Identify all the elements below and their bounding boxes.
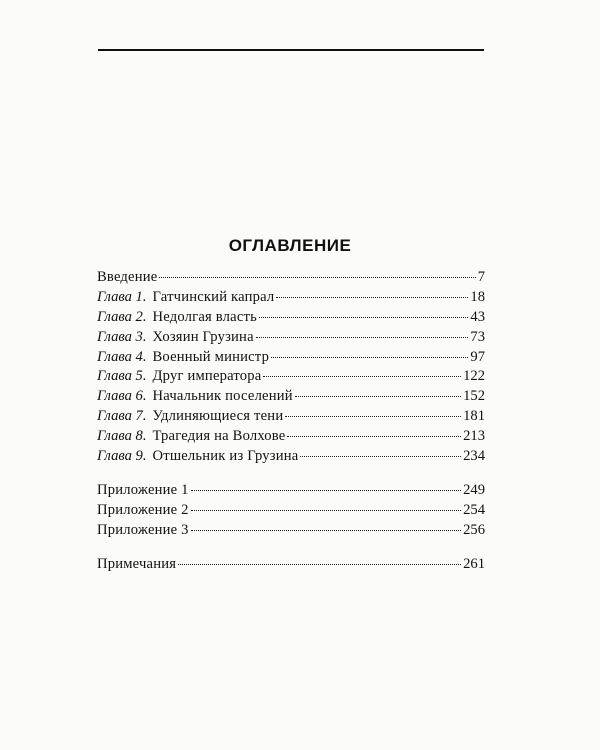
chapter-prefix: Глава 5. bbox=[97, 368, 147, 385]
toc-entry-title: Недолгая власть bbox=[152, 308, 257, 325]
section-gap bbox=[97, 542, 485, 556]
toc-entry-title: Гатчинский капрал bbox=[152, 288, 275, 305]
toc-entry-page: 254 bbox=[463, 501, 485, 518]
toc-entry-title: Приложение 2 bbox=[97, 501, 189, 518]
top-rule bbox=[98, 49, 484, 51]
toc-entry-page: 152 bbox=[463, 388, 485, 405]
chapter-prefix: Глава 7. bbox=[97, 408, 147, 425]
toc-entry-appendix-2 bbox=[97, 502, 485, 522]
dot-leader bbox=[178, 564, 461, 565]
table-of-contents bbox=[97, 269, 485, 575]
dot-leader bbox=[300, 456, 461, 457]
toc-entry-appendix-3 bbox=[97, 522, 485, 542]
toc-entry-title: Приложение 1 bbox=[97, 481, 189, 498]
toc-entry-page: 97 bbox=[470, 348, 485, 365]
toc-entry-page: 43 bbox=[470, 308, 485, 325]
toc-entry-page: 261 bbox=[463, 555, 485, 572]
dot-leader bbox=[295, 396, 461, 397]
toc-entry-chapter-9 bbox=[97, 448, 485, 468]
dot-leader bbox=[259, 317, 468, 318]
toc-entry-title: Друг императора bbox=[152, 368, 262, 385]
chapter-prefix: Глава 1. bbox=[97, 288, 147, 305]
dot-leader bbox=[271, 357, 468, 358]
dot-leader bbox=[191, 510, 461, 511]
chapter-prefix: Глава 8. bbox=[97, 428, 147, 445]
toc-entry-chapter-1 bbox=[97, 289, 485, 309]
toc-entry-title: Трагедия на Волхове bbox=[152, 428, 286, 445]
toc-entry-chapter-2 bbox=[97, 309, 485, 329]
toc-entry-page: 122 bbox=[463, 368, 485, 385]
toc-entry-chapter-8 bbox=[97, 428, 485, 448]
toc-entry-page: 181 bbox=[463, 408, 485, 425]
toc-entry-appendix-1 bbox=[97, 482, 485, 502]
toc-entry-title: Отшельник из Грузина bbox=[152, 448, 299, 465]
toc-entry-page: 7 bbox=[477, 269, 485, 285]
toc-entry-page: 249 bbox=[463, 481, 485, 498]
toc-title: ОГЛАВЛЕНИЕ bbox=[228, 236, 352, 255]
dot-leader bbox=[256, 337, 469, 338]
toc-entry-title: Удлиняющиеся тени bbox=[152, 408, 284, 425]
toc-entry-page: 73 bbox=[470, 328, 485, 345]
toc-entry-page: 256 bbox=[463, 521, 485, 538]
toc-entry-title: Приложение 3 bbox=[97, 521, 189, 538]
dot-leader bbox=[191, 530, 461, 531]
toc-entry-page: 234 bbox=[463, 448, 485, 465]
dot-leader bbox=[285, 416, 461, 417]
toc-entry-title: Введение bbox=[97, 269, 158, 285]
chapter-prefix: Глава 3. bbox=[97, 328, 147, 345]
toc-entry-page: 213 bbox=[463, 428, 485, 445]
section-gap bbox=[97, 468, 485, 482]
chapter-prefix: Глава 2. bbox=[97, 308, 147, 325]
dot-leader bbox=[287, 436, 461, 437]
dot-leader bbox=[159, 277, 475, 278]
toc-entry-chapter-5 bbox=[97, 368, 485, 388]
toc-entry-chapter-7 bbox=[97, 408, 485, 428]
dot-leader bbox=[263, 376, 461, 377]
toc-entry-chapter-6 bbox=[97, 388, 485, 408]
toc-entry-title: Военный министр bbox=[152, 348, 270, 365]
toc-entry-chapter-4 bbox=[97, 349, 485, 369]
chapter-prefix: Глава 9. bbox=[97, 448, 147, 465]
chapter-prefix: Глава 6. bbox=[97, 388, 147, 405]
toc-entry-title: Примечания bbox=[97, 555, 177, 572]
toc-entry-chapter-3 bbox=[97, 329, 485, 349]
toc-entry-notes bbox=[97, 556, 485, 576]
toc-entry-title: Хозяин Грузина bbox=[152, 328, 254, 345]
chapter-prefix: Глава 4. bbox=[97, 348, 147, 365]
dot-leader bbox=[191, 490, 461, 491]
dot-leader bbox=[276, 297, 468, 298]
toc-entry-page: 18 bbox=[470, 288, 485, 305]
toc-entry-title: Начальник поселений bbox=[152, 388, 293, 405]
toc-entry-intro bbox=[97, 269, 485, 289]
